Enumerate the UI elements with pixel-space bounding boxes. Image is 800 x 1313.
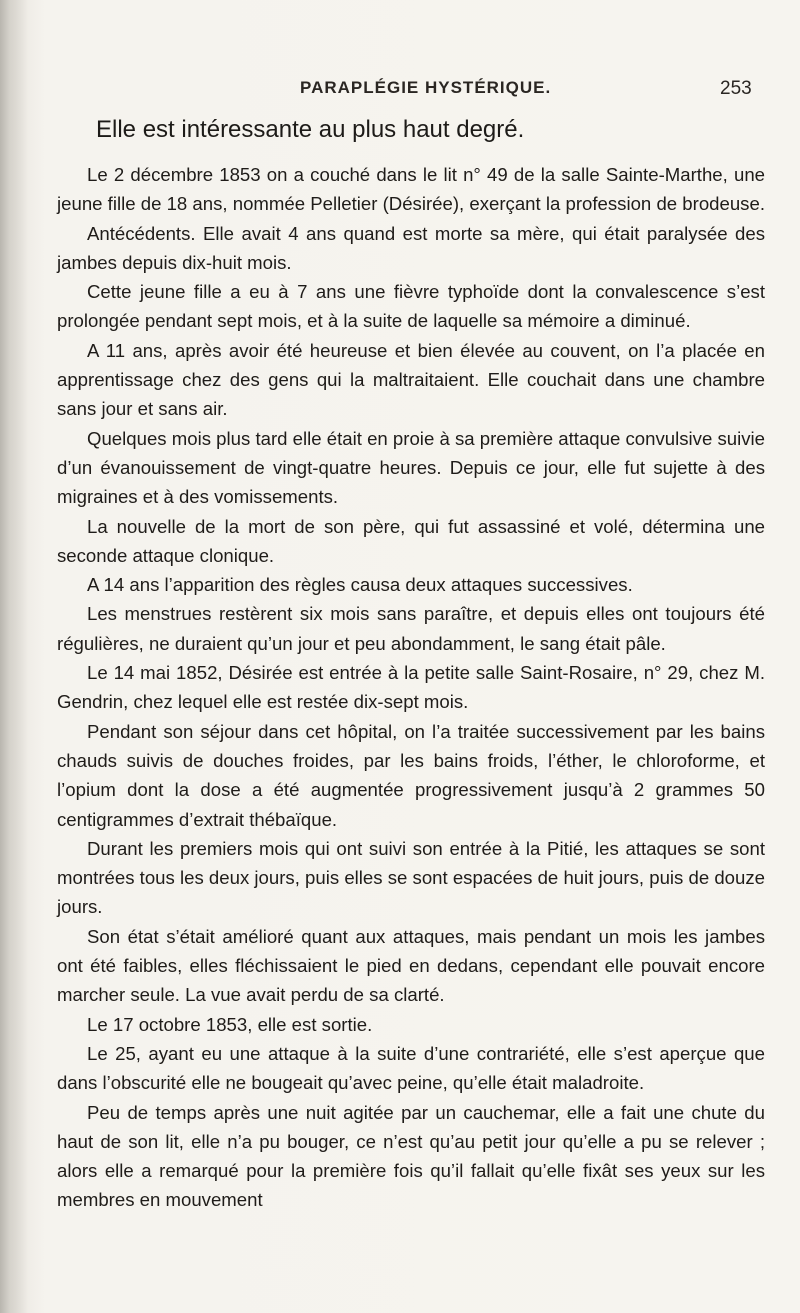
paragraph: Son état s’était amélioré quant aux attaques, mais pendant un mois les jambes ont été faibles, elles fléchissaient le pied en dedans, cependant elle pouvait encore marcher seule. La vue avait perdu de sa clarté. [57, 925, 765, 1006]
body-text [57, 160, 765, 1215]
paragraph: Le 25, ayant eu une attaque à la suite d’une contrariété, elle s’est aperçue que dans l’obscurité elle ne bougeait qu’avec peine, qu’elle était maladroite. [57, 1042, 765, 1094]
paragraph: La nouvelle de la mort de son père, qui fut assassiné et volé, détermina une seconde attaque clonique. [57, 515, 765, 566]
paragraph: Le 2 décembre 1853 on a couché dans le lit n° 49 de la salle Sainte-Marthe, une jeune fille de 18 ans, nommée Pelletier (Désirée), exerçant la profession de brodeuse. [57, 164, 765, 215]
binding-shadow [0, 0, 28, 1313]
paragraph: Quelques mois plus tard elle était en proie à sa première attaque convulsive suivie d’un évanouissement de vingt-quatre heures. Depuis ce jour, elle fut sujette à des migraines et à des vomissements. [57, 427, 766, 508]
page-number: 253 [720, 78, 752, 99]
paragraph: Le 17 octobre 1853, elle est sortie. [87, 1013, 373, 1035]
paragraph: Les menstrues restèrent six mois sans paraître, et depuis elles ont toujours été régulières, ne duraient qu’un jour et peu abondamment, le sang était pâle. [57, 603, 765, 654]
paragraph: A 11 ans, après avoir été heureuse et bien élevée au couvent, on l’a placée en apprentissage chez des gens qui la maltraitaient. Elle couchait dans une chambre sans jour et sans air. [57, 339, 765, 420]
paragraph: Durant les premiers mois qui ont suivi son entrée à la Pitié, les attaques se sont montrées tous les deux jours, puis elles se sont espacées de huit jours, puis de douze jours. [57, 837, 766, 918]
paragraph: Cette jeune fille a eu à 7 ans une fièvre typhoïde dont la convalescence s’est prolongée pendant sept mois, et à la suite de laquelle sa mémoire a diminué. [57, 281, 765, 332]
paragraph: Peu de temps après une nuit agitée par un cauchemar, elle a fait une chute du haut de son lit, elle n’a pu bouger, ce n’est qu’au petit jour qu’elle a pu se relever ; alors elle a remarqué pour la première fois qu’il fallait qu’elle fixât ses yeux sur les membres en mouvement [57, 1101, 765, 1211]
running-head [0, 78, 800, 108]
running-title: PARAPLÉGIE HYSTÉRIQUE. [300, 78, 552, 97]
paragraph: Le 14 mai 1852, Désirée est entrée à la petite salle Saint-Rosaire, n° 29, chez M. Gendrin, chez lequel elle est restée dix-sept mois. [57, 662, 765, 713]
paragraph: A 14 ans l’apparition des règles causa deux attaques successives. [87, 574, 633, 596]
paragraph: Pendant son séjour dans cet hôpital, on l’a traitée successivement par les bains chauds suivis de douches froides, par les bains froids, l’éther, le chloroforme, et l’opium dont la dose a été augmentée progressivement jusqu’à 2 grammes 50 centigrammes d’extrait thébaïque. [57, 720, 765, 830]
section-heading: Elle est intéressante au plus haut degré. [96, 116, 525, 143]
paragraph: Antécédents. Elle avait 4 ans quand est morte sa mère, qui était paralysée des jambes depuis dix-huit mois. [57, 222, 765, 273]
